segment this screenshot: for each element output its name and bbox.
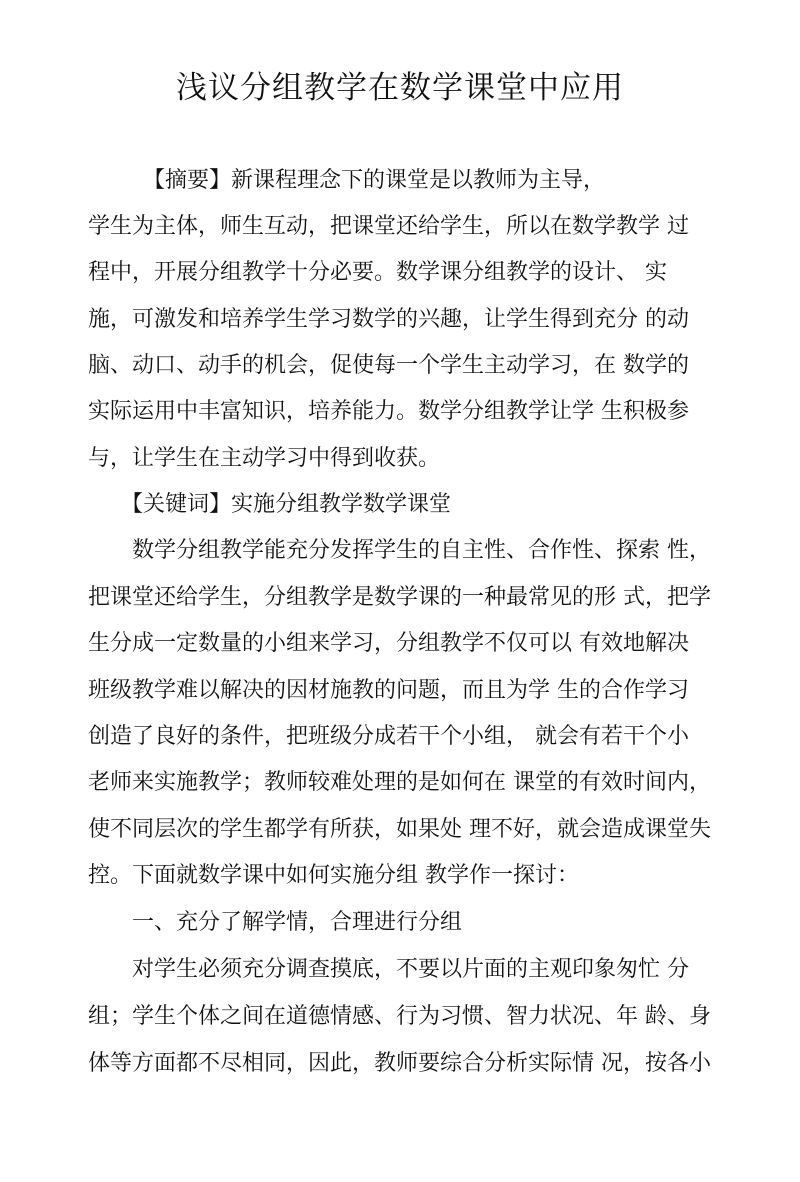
- body-line: 生分成一定数量的小组来学习，分组教学不仅可以 有效地解决: [88, 631, 689, 656]
- body-line: 【摘要】新课程理念下的课堂是以教师为主导，: [88, 168, 606, 193]
- keywords-line: 【关键词】实施分组教学数学课堂: [88, 492, 452, 517]
- body-line: 控。下面就数学课中如何实施分组 教学作一探讨：: [88, 863, 579, 888]
- body-line: 学生为主体，师生互动，把课堂还给学生，所以在数学教学 过: [88, 214, 689, 239]
- document-title: 浅议分组教学在数学课堂中应用: [176, 70, 624, 106]
- body-line: 老师来实施教学；教师较难处理的是如何在 课堂的有效时间内，: [88, 770, 711, 795]
- body-line: 班级教学难以解决的因材施教的问题，而且为学 生的合作学习: [88, 678, 689, 703]
- body-line: 程中，开展分组教学十分必要。数学课分组教学的设计、 实: [88, 260, 667, 285]
- body-line: 创造了良好的条件，把班级分成若干个小组， 就会有若干个小: [88, 724, 689, 749]
- body-line: 施，可激发和培养学生学习数学的兴趣，让学生得到充分 的动: [88, 307, 689, 332]
- section-heading: 一、充分了解学情，合理进行分组: [88, 910, 463, 935]
- body-line: 与，让学生在主动学习中得到收获。: [88, 446, 441, 471]
- body-line: 实际运用中丰富知识，培养能力。数学分组教学让学 生积极参: [88, 399, 689, 424]
- body-line: 把课堂还给学生，分组教学是数学课的一种最常见的形 式，把学: [88, 585, 711, 610]
- body-line: 数学分组教学能充分发挥学生的自主性、合作性、探索 性，: [88, 538, 711, 563]
- body-line: 使不同层次的学生都学有所获，如果处 理不好，就会造成课堂失: [88, 817, 711, 842]
- body-line: 体等方面都不尽相同，因此，教师要综合分析实际情 况，按各小: [88, 1051, 711, 1076]
- body-line: 对学生必须充分调查摸底，不要以片面的主观印象匆忙 分: [88, 957, 689, 982]
- body-line: 组；学生个体之间在道德情感、行为习惯、智力状况、年 龄、身: [88, 1004, 711, 1029]
- body-line: 脑、动口、动手的机会，促使每一个学生主动学习，在 数学的: [88, 353, 689, 378]
